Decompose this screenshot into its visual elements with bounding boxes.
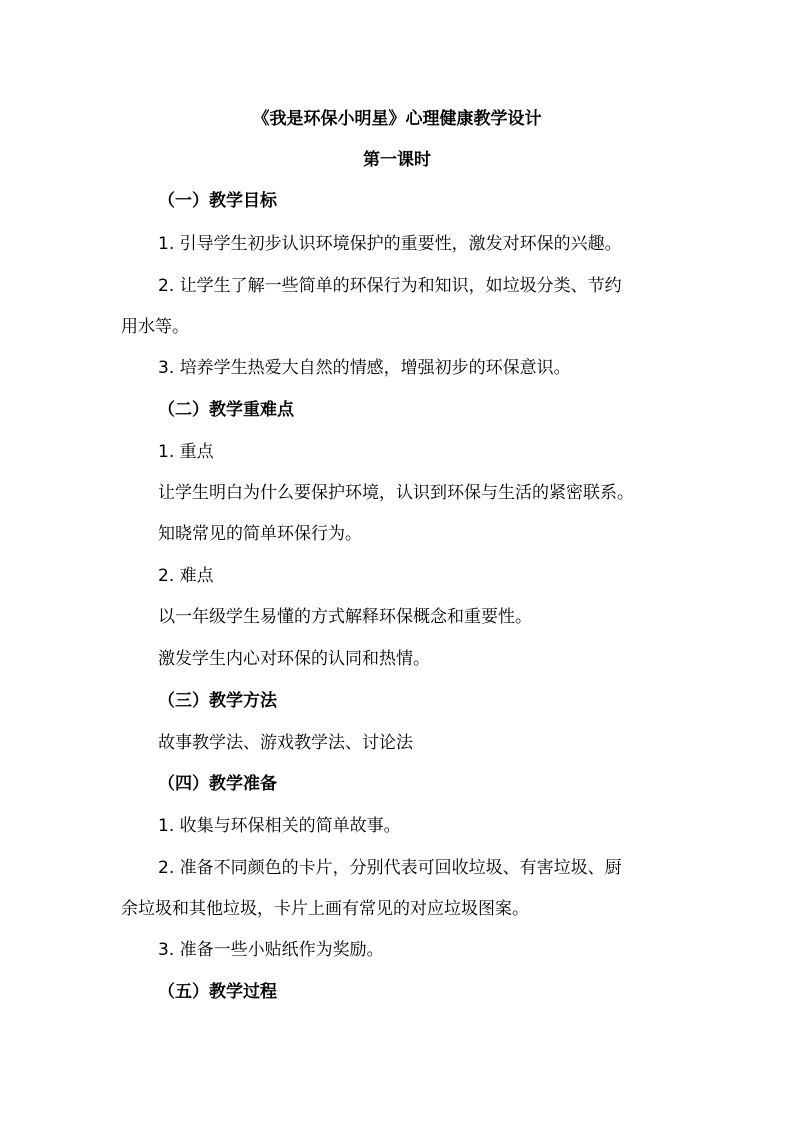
objective-item-2: 2. 让学生了解一些简单的环保行为和知识，如垃圾分类、节约 <box>158 276 622 296</box>
difficult-point-label: 2. 难点 <box>158 566 214 586</box>
preparation-item-3: 3. 准备一些小贴纸作为奖励。 <box>158 940 384 960</box>
objective-item-3: 3. 培养学生热爱大自然的情感，增强初步的环保意识。 <box>158 358 571 378</box>
document-subtitle: 第一课时 <box>363 150 431 170</box>
section-heading-process: （五）教学过程 <box>158 982 277 1002</box>
document-title: 《我是环保小明星》心理健康教学设计 <box>252 109 542 129</box>
objective-item-1: 1. 引导学生初步认识环境保护的重要性，激发对环保的兴趣。 <box>158 234 622 254</box>
key-point-line-1: 让学生明白为什么要保护环境，认识到环保与生活的紧密联系。 <box>158 483 634 503</box>
difficult-point-line-1: 以一年级学生易懂的方式解释环保概念和重要性。 <box>158 607 532 627</box>
objective-item-2-cont: 用水等。 <box>121 317 189 337</box>
preparation-item-2-cont: 余垃圾和其他垃圾，卡片上画有常见的对应垃圾图案。 <box>121 899 529 919</box>
preparation-item-1: 1. 收集与环保相关的简单故事。 <box>158 816 401 836</box>
section-heading-methods: （三）教学方法 <box>158 691 277 711</box>
key-point-line-2: 知晓常见的简单环保行为。 <box>158 524 362 544</box>
section-heading-objectives: （一）教学目标 <box>158 191 277 211</box>
difficult-point-line-2: 激发学生内心对环保的认同和热情。 <box>158 649 430 669</box>
methods-text: 故事教学法、游戏教学法、讨论法 <box>158 733 413 753</box>
preparation-item-2: 2. 准备不同颜色的卡片，分别代表可回收垃圾、有害垃圾、厨 <box>158 858 622 878</box>
key-point-label: 1. 重点 <box>158 442 214 462</box>
section-heading-key-points: （二）教学重难点 <box>158 400 294 420</box>
section-heading-preparation: （四）教学准备 <box>158 774 277 794</box>
